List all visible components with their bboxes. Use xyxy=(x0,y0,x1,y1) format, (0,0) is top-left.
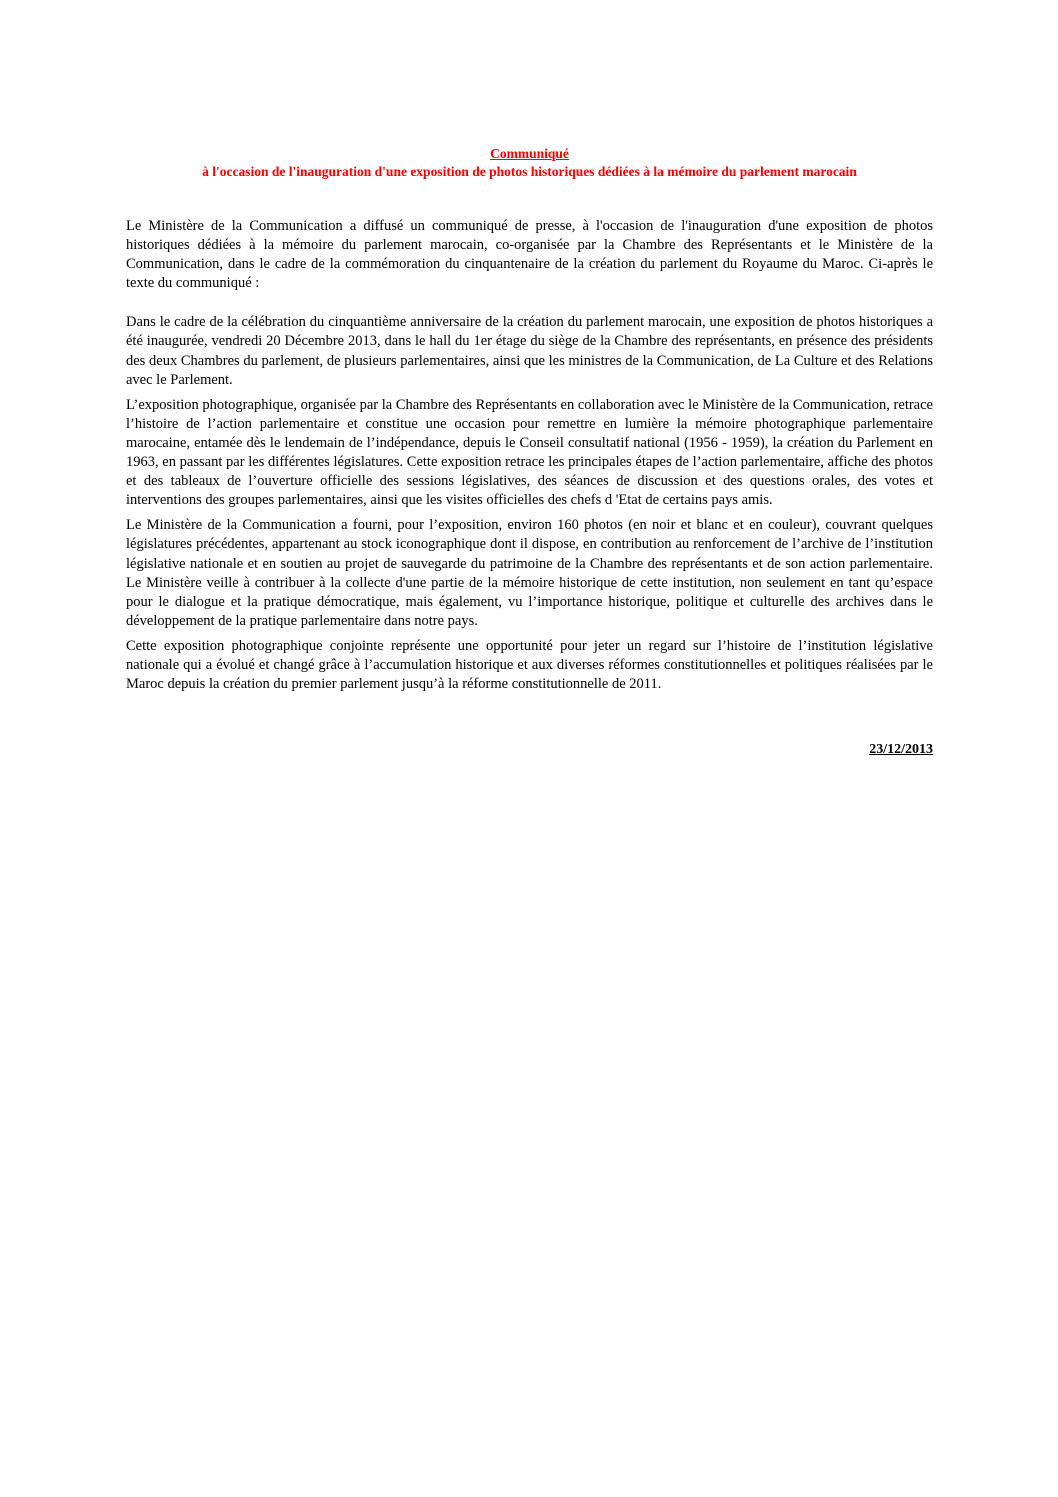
paragraph-exhibition: L’exposition photographique, organisée par la Chambre des Représentants en collaboration avec le Ministère de la Communication, retrace l’histoire de l’action parlementaire et constitue une occasion pour remettre en lumière la mémoire photographique parlementaire marocaine, entamée dès le lendemain de l’indépendance, depuis le Conseil consultatif national (1956 - 1959), la création du Parlement en 1963, en passant par les différentes législatures. Cette exposition retrace les principales étapes de l’action parlementaire, affiche des photos et des tableaux de l’ouverture officielle des sessions législatives, des séances de discussion et des questions orales, des votes et interventions des groupes parlementaires, ainsi que les visites officielles des chefs d 'Etat de certains pays amis. xyxy=(126,396,933,509)
paragraph-ministry-contribution: Le Ministère de la Communication a fourni, pour l’exposition, environ 160 photos (en noir et blanc et en couleur), couvrant quelques législatures précédentes, appartenant au stock iconographique dont il dispose, en contribution au renforcement de l’archive de l’institution législative nationale et en soutien au projet de sauvegarde du patrimoine de la Chambre des représentants et de son action parlementaire. Le Ministère veille à contribuer à la collecte d'une partie de la mémoire historique de cette institution, non seulement en tant qu’espace pour le dialogue et la pratique démocratique, mais également, vu l’importance historique, politique et culturelle des archives dans le développement de la pratique parlementaire dans notre pays. xyxy=(126,517,933,629)
paragraph-inauguration: Dans le cadre de la célébration du cinquantième anniversaire de la création du parlement marocain, une exposition de photos historiques a été inaugurée, vendredi 20 Décembre 2013, dans le hall du 1er étage du siège de la Chambre des représentants, en présence des présidents des deux Chambres du parlement, de plusieurs parlementaires, ainsi que les ministres de la Communication, de La Culture et des Relations avec le Parlement. xyxy=(126,314,933,388)
document-body xyxy=(126,217,933,694)
document-date: 23/12/2013 xyxy=(869,742,933,757)
document-title: Communiqué xyxy=(490,146,569,161)
paragraph-intro: Le Ministère de la Communication a diffusé un communiqué de presse, à l'occasion de l'inauguration d'une exposition de photos historiques dédiées à la mémoire du parlement marocain, co-organisée par la Chambre des Représentants et le Ministère de la Communication, dans le cadre de la commémoration du cinquantenaire de la création du parlement du Royaume du Maroc. Ci-après le texte du communiqué : xyxy=(126,218,933,292)
paragraph-conclusion: Cette exposition photographique conjointe représente une opportunité pour jeter un regard sur l’histoire de l’institution législative nationale qui a évolué et changé grâce à l’accumulation historique et aux diverses réformes constitutionnelles et politiques réalisées par le Maroc depuis la création du premier parlement jusqu’à la réforme constitutionnelle de 2011. xyxy=(126,637,933,693)
document-subtitle: à l'occasion de l'inauguration d'une exposition de photos historiques dédiées à la mémoire du parlement marocain xyxy=(202,164,857,179)
document-header xyxy=(126,145,933,181)
